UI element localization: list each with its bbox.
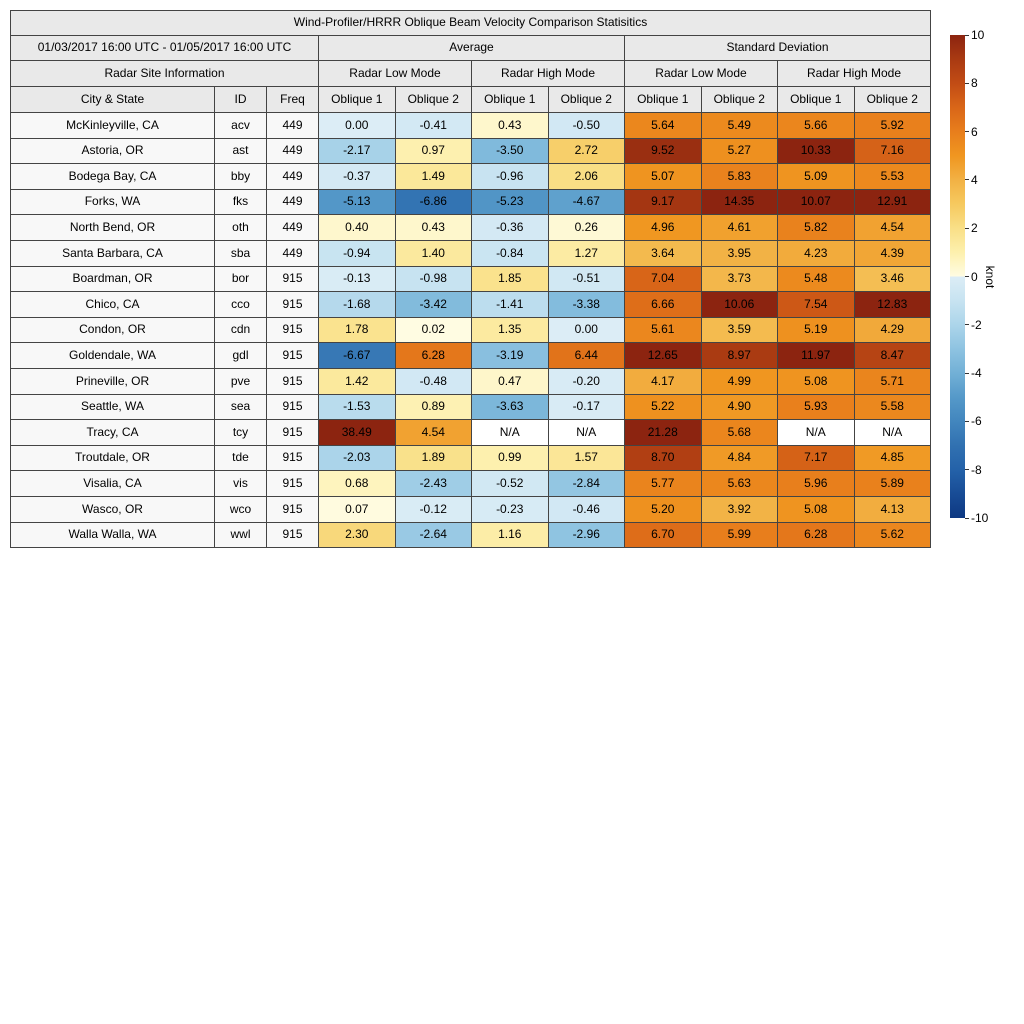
colorbar-tick-label: -4 — [971, 366, 982, 381]
value-cell: 4.61 — [701, 215, 778, 241]
id-cell: pve — [215, 368, 267, 394]
colorbar-tick — [965, 228, 969, 229]
value-cell: 5.19 — [778, 317, 855, 343]
colorbar-tick — [965, 324, 969, 325]
id-cell: sba — [215, 240, 267, 266]
value-cell: 4.84 — [701, 445, 778, 471]
value-cell: 4.39 — [854, 240, 931, 266]
value-cell: 0.43 — [395, 215, 472, 241]
colorbar-unit-label: knot — [983, 265, 997, 289]
value-cell: N/A — [778, 420, 855, 446]
value-cell: -0.96 — [472, 164, 549, 190]
value-cell: -5.23 — [472, 189, 549, 215]
freq-cell: 449 — [267, 240, 319, 266]
value-cell: 5.92 — [854, 113, 931, 139]
freq-cell: 915 — [267, 292, 319, 318]
city-state-header: City & State — [11, 87, 215, 113]
value-cell: -0.48 — [395, 368, 472, 394]
city-cell: Prineville, OR — [11, 368, 215, 394]
value-cell: -3.19 — [472, 343, 549, 369]
table-row — [11, 266, 931, 292]
value-cell: 5.99 — [701, 522, 778, 548]
value-cell: 0.26 — [548, 215, 625, 241]
value-cell: -0.20 — [548, 368, 625, 394]
value-cell: -5.13 — [319, 189, 396, 215]
value-cell: -2.03 — [319, 445, 396, 471]
city-cell: Troutdale, OR — [11, 445, 215, 471]
value-cell: 4.13 — [854, 496, 931, 522]
value-cell: 3.59 — [701, 317, 778, 343]
value-cell: 5.66 — [778, 113, 855, 139]
colorbar-tick — [965, 421, 969, 422]
city-cell: Goldendale, WA — [11, 343, 215, 369]
value-cell: 5.71 — [854, 368, 931, 394]
value-cell: 12.65 — [625, 343, 702, 369]
colorbar-tick-label: 4 — [971, 172, 978, 187]
colorbar-tick-label: -2 — [971, 317, 982, 332]
freq-cell: 915 — [267, 445, 319, 471]
value-cell: 21.28 — [625, 420, 702, 446]
city-cell: Boardman, OR — [11, 266, 215, 292]
colorbar-tick — [965, 35, 969, 36]
value-cell: 1.49 — [395, 164, 472, 190]
freq-cell: 915 — [267, 368, 319, 394]
value-cell: -2.96 — [548, 522, 625, 548]
id-cell: oth — [215, 215, 267, 241]
value-cell: 0.47 — [472, 368, 549, 394]
value-cell: -0.12 — [395, 496, 472, 522]
std-high-mode-header: Radar High Mode — [778, 61, 931, 87]
table-row — [11, 317, 931, 343]
value-cell: -0.46 — [548, 496, 625, 522]
value-cell: -6.67 — [319, 343, 396, 369]
value-cell: -3.50 — [472, 138, 549, 164]
stddev-group-header: Standard Deviation — [625, 36, 931, 61]
table-row — [11, 138, 931, 164]
value-cell: 3.73 — [701, 266, 778, 292]
id-cell: ast — [215, 138, 267, 164]
table-row — [11, 471, 931, 497]
table-row — [11, 368, 931, 394]
value-cell: -4.67 — [548, 189, 625, 215]
value-cell: 2.30 — [319, 522, 396, 548]
colorbar-tick-label: -8 — [971, 462, 982, 477]
id-cell: tcy — [215, 420, 267, 446]
value-cell: 1.16 — [472, 522, 549, 548]
value-cell: -6.86 — [395, 189, 472, 215]
id-cell: wco — [215, 496, 267, 522]
value-cell: 1.78 — [319, 317, 396, 343]
value-cell: 10.07 — [778, 189, 855, 215]
value-cell: 5.89 — [854, 471, 931, 497]
value-cell: 5.22 — [625, 394, 702, 420]
id-cell: cco — [215, 292, 267, 318]
freq-cell: 915 — [267, 420, 319, 446]
value-cell: 4.54 — [854, 215, 931, 241]
value-cell: -0.41 — [395, 113, 472, 139]
value-cell: 11.97 — [778, 343, 855, 369]
value-cell: 6.66 — [625, 292, 702, 318]
avg-low-mode-header: Radar Low Mode — [319, 61, 472, 87]
colorbar-tick — [965, 518, 969, 519]
value-cell: 5.08 — [778, 368, 855, 394]
value-cell: 1.27 — [548, 240, 625, 266]
table-row — [11, 292, 931, 318]
value-cell: 10.06 — [701, 292, 778, 318]
value-cell: 0.68 — [319, 471, 396, 497]
table-row — [11, 189, 931, 215]
freq-cell: 915 — [267, 522, 319, 548]
value-cell: -0.23 — [472, 496, 549, 522]
value-cell: 5.53 — [854, 164, 931, 190]
value-cell: 8.47 — [854, 343, 931, 369]
colorbar-tick-label: 2 — [971, 221, 978, 236]
city-cell: Forks, WA — [11, 189, 215, 215]
statistics-table — [10, 10, 931, 548]
freq-header: Freq — [267, 87, 319, 113]
avg-high-mode-header: Radar High Mode — [472, 61, 625, 87]
value-cell: -1.53 — [319, 394, 396, 420]
city-cell: Wasco, OR — [11, 496, 215, 522]
colorbar-tick-label: 10 — [971, 28, 985, 42]
colorbar-tick — [965, 179, 969, 180]
value-cell: 4.23 — [778, 240, 855, 266]
city-cell: Astoria, OR — [11, 138, 215, 164]
city-cell: Santa Barbara, CA — [11, 240, 215, 266]
table-row — [11, 420, 931, 446]
value-cell: 5.62 — [854, 522, 931, 548]
value-cell: 5.27 — [701, 138, 778, 164]
city-cell: North Bend, OR — [11, 215, 215, 241]
value-cell: 9.17 — [625, 189, 702, 215]
value-cell: 4.85 — [854, 445, 931, 471]
value-cell: 8.97 — [701, 343, 778, 369]
value-cell: 4.96 — [625, 215, 702, 241]
avg-high-oblique1-header: Oblique 1 — [472, 87, 549, 113]
freq-cell: 449 — [267, 113, 319, 139]
value-cell: 0.99 — [472, 445, 549, 471]
colorbar-tick-label: -10 — [971, 511, 989, 525]
value-cell: 0.97 — [395, 138, 472, 164]
freq-cell: 449 — [267, 164, 319, 190]
value-cell: 4.17 — [625, 368, 702, 394]
value-cell: 1.89 — [395, 445, 472, 471]
std-low-mode-header: Radar Low Mode — [625, 61, 778, 87]
freq-cell: 915 — [267, 496, 319, 522]
value-cell: 3.64 — [625, 240, 702, 266]
value-cell: 0.89 — [395, 394, 472, 420]
city-cell: Condon, OR — [11, 317, 215, 343]
city-cell: Walla Walla, WA — [11, 522, 215, 548]
freq-cell: 915 — [267, 471, 319, 497]
value-cell: -2.43 — [395, 471, 472, 497]
value-cell: 5.93 — [778, 394, 855, 420]
value-cell: 0.07 — [319, 496, 396, 522]
value-cell: -3.38 — [548, 292, 625, 318]
value-cell: -3.42 — [395, 292, 472, 318]
value-cell: -0.94 — [319, 240, 396, 266]
value-cell: -0.13 — [319, 266, 396, 292]
value-cell: -1.68 — [319, 292, 396, 318]
avg-high-oblique2-header: Oblique 2 — [548, 87, 625, 113]
value-cell: 6.44 — [548, 343, 625, 369]
value-cell: 5.20 — [625, 496, 702, 522]
value-cell: 5.64 — [625, 113, 702, 139]
std-low-oblique1-header: Oblique 1 — [625, 87, 702, 113]
value-cell: 9.52 — [625, 138, 702, 164]
value-cell: 3.92 — [701, 496, 778, 522]
value-cell: 8.70 — [625, 445, 702, 471]
value-cell: 4.99 — [701, 368, 778, 394]
colorbar-gradient — [950, 35, 965, 518]
value-cell: 5.82 — [778, 215, 855, 241]
value-cell: -2.84 — [548, 471, 625, 497]
value-cell: 0.43 — [472, 113, 549, 139]
table-row — [11, 394, 931, 420]
freq-cell: 915 — [267, 343, 319, 369]
value-cell: 12.91 — [854, 189, 931, 215]
colorbar-tick — [965, 469, 969, 470]
value-cell: 0.00 — [548, 317, 625, 343]
colorbar-tick-label: 8 — [971, 76, 978, 91]
value-cell: 5.07 — [625, 164, 702, 190]
id-cell: wwl — [215, 522, 267, 548]
value-cell: 5.63 — [701, 471, 778, 497]
freq-cell: 915 — [267, 266, 319, 292]
value-cell: -3.63 — [472, 394, 549, 420]
value-cell: 3.46 — [854, 266, 931, 292]
value-cell: 3.95 — [701, 240, 778, 266]
value-cell: 5.96 — [778, 471, 855, 497]
value-cell: N/A — [548, 420, 625, 446]
avg-low-oblique2-header: Oblique 2 — [395, 87, 472, 113]
freq-cell: 915 — [267, 394, 319, 420]
id-cell: gdl — [215, 343, 267, 369]
city-cell: Bodega Bay, CA — [11, 164, 215, 190]
city-cell: Tracy, CA — [11, 420, 215, 446]
value-cell: -1.41 — [472, 292, 549, 318]
value-cell: -0.51 — [548, 266, 625, 292]
figure-title: Wind-Profiler/HRRR Oblique Beam Velocity Comparison Statisitics — [11, 11, 931, 36]
city-cell: Seattle, WA — [11, 394, 215, 420]
value-cell: 7.17 — [778, 445, 855, 471]
colorbar-tick-label: 0 — [971, 269, 978, 284]
colorbar-tick — [965, 131, 969, 132]
radar-site-info-header: Radar Site Information — [11, 61, 319, 87]
value-cell: 5.09 — [778, 164, 855, 190]
value-cell: 5.77 — [625, 471, 702, 497]
value-cell: 5.58 — [854, 394, 931, 420]
average-group-header: Average — [319, 36, 625, 61]
table-row — [11, 215, 931, 241]
value-cell: N/A — [472, 420, 549, 446]
freq-cell: 449 — [267, 138, 319, 164]
colorbar-tick — [965, 373, 969, 374]
colorbar-tick-label: 6 — [971, 124, 978, 139]
table-row — [11, 240, 931, 266]
id-header: ID — [215, 87, 267, 113]
id-cell: bby — [215, 164, 267, 190]
value-cell: -0.37 — [319, 164, 396, 190]
value-cell: 4.29 — [854, 317, 931, 343]
value-cell: 0.02 — [395, 317, 472, 343]
value-cell: 1.57 — [548, 445, 625, 471]
table-body — [11, 113, 931, 548]
id-cell: cdn — [215, 317, 267, 343]
value-cell: 0.00 — [319, 113, 396, 139]
value-cell: 1.40 — [395, 240, 472, 266]
value-cell: 38.49 — [319, 420, 396, 446]
value-cell: -0.98 — [395, 266, 472, 292]
id-cell: bor — [215, 266, 267, 292]
value-cell: 6.28 — [395, 343, 472, 369]
value-cell: 4.90 — [701, 394, 778, 420]
colorbar-tick-label: -6 — [971, 414, 982, 429]
table-row — [11, 113, 931, 139]
value-cell: -0.36 — [472, 215, 549, 241]
id-cell: fks — [215, 189, 267, 215]
value-cell: 6.70 — [625, 522, 702, 548]
value-cell: 5.08 — [778, 496, 855, 522]
table-row — [11, 522, 931, 548]
std-high-oblique2-header: Oblique 2 — [854, 87, 931, 113]
id-cell: sea — [215, 394, 267, 420]
value-cell: -0.52 — [472, 471, 549, 497]
value-cell: 1.35 — [472, 317, 549, 343]
value-cell: -0.50 — [548, 113, 625, 139]
table-row — [11, 445, 931, 471]
city-cell: Chico, CA — [11, 292, 215, 318]
table-row — [11, 496, 931, 522]
value-cell: 10.33 — [778, 138, 855, 164]
std-low-oblique2-header: Oblique 2 — [701, 87, 778, 113]
id-cell: acv — [215, 113, 267, 139]
value-cell: 5.49 — [701, 113, 778, 139]
value-cell: 5.83 — [701, 164, 778, 190]
value-cell: 2.06 — [548, 164, 625, 190]
value-cell: 1.85 — [472, 266, 549, 292]
value-cell: 12.83 — [854, 292, 931, 318]
city-cell: McKinleyville, CA — [11, 113, 215, 139]
value-cell: 4.54 — [395, 420, 472, 446]
value-cell: 6.28 — [778, 522, 855, 548]
std-high-oblique1-header: Oblique 1 — [778, 87, 855, 113]
freq-cell: 449 — [267, 215, 319, 241]
colorbar-tick — [965, 83, 969, 84]
value-cell: 0.40 — [319, 215, 396, 241]
value-cell: -0.84 — [472, 240, 549, 266]
table-row — [11, 343, 931, 369]
value-cell: 7.54 — [778, 292, 855, 318]
table-row — [11, 164, 931, 190]
value-cell: -2.17 — [319, 138, 396, 164]
value-cell: 7.04 — [625, 266, 702, 292]
value-cell: 14.35 — [701, 189, 778, 215]
freq-cell: 915 — [267, 317, 319, 343]
value-cell: 1.42 — [319, 368, 396, 394]
colorbar-tick — [965, 276, 969, 277]
freq-cell: 449 — [267, 189, 319, 215]
value-cell: N/A — [854, 420, 931, 446]
date-range: 01/03/2017 16:00 UTC - 01/05/2017 16:00 UTC — [11, 36, 319, 61]
id-cell: tde — [215, 445, 267, 471]
value-cell: -2.64 — [395, 522, 472, 548]
id-cell: vis — [215, 471, 267, 497]
value-cell: 7.16 — [854, 138, 931, 164]
value-cell: -0.17 — [548, 394, 625, 420]
avg-low-oblique1-header: Oblique 1 — [319, 87, 396, 113]
value-cell: 5.61 — [625, 317, 702, 343]
value-cell: 5.48 — [778, 266, 855, 292]
city-cell: Visalia, CA — [11, 471, 215, 497]
value-cell: 2.72 — [548, 138, 625, 164]
value-cell: 5.68 — [701, 420, 778, 446]
